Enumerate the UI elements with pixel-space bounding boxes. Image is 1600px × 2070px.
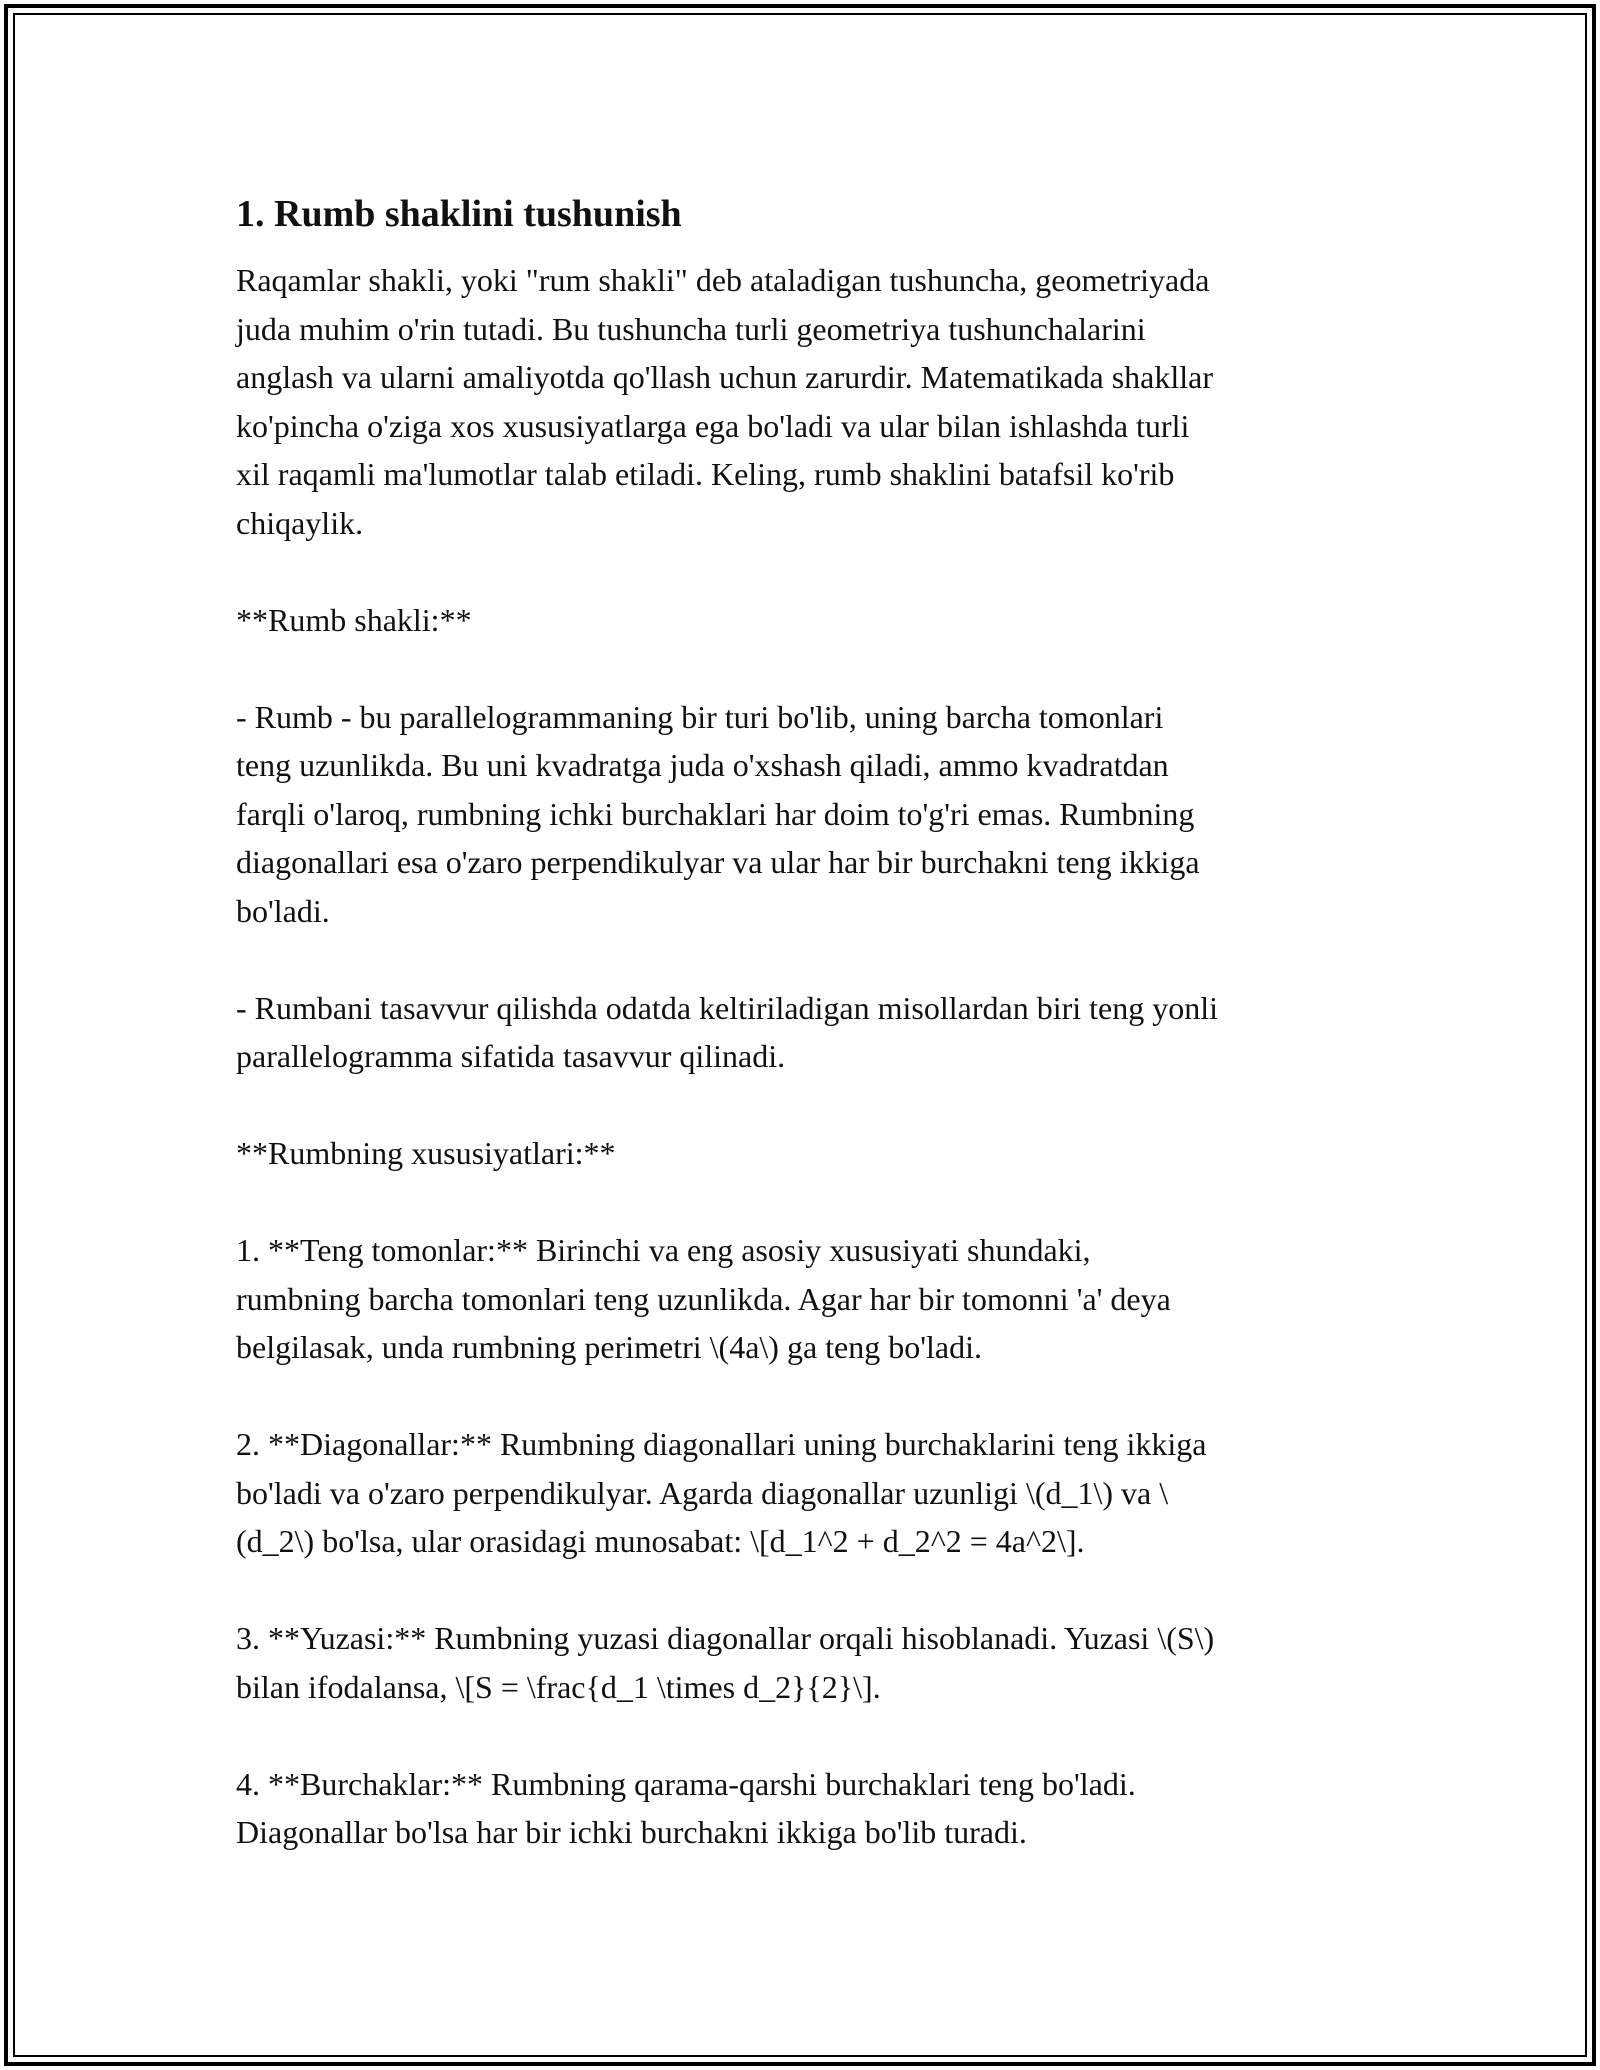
properties-subheading: **Rumbning xususiyatlari:** (236, 1135, 616, 1171)
section-heading: 1. Rumb shaklini tushunish (236, 193, 682, 235)
document-body (236, 188, 1366, 1857)
property-area: 3. **Yuzasi:** Rumbning yuzasi diagonallar orqali hisoblanadi. Yuzasi \(S\) bilan ifodalansa, \[S = \frac{d_1 \times d_2}{2}\]. (236, 1620, 1215, 1705)
property-diagonals: 2. **Diagonallar:** Rumbning diagonallari uning burchaklarini teng ikkiga bo'ladi va o'zaro perpendikulyar. Agarda diagonallar uzunligi \(d_1\) va \ (d_2\) bo'lsa, ular orasidagi munosabat: \[d_1^2 + d_2^2 = 4a^2\]. (236, 1426, 1207, 1559)
property-equal-sides: 1. **Teng tomonlar:** Birinchi va eng asosiy xususiyati shundaki, rumbning barcha tomonlari teng uzunlikda. Agar har bir tomonni 'a' deya belgilasak, unda rumbning perimetri \(4a\) ga teng bo'ladi. (236, 1232, 1171, 1365)
property-angles: 4. **Burchaklar:** Rumbning qarama-qarshi burchaklari teng bo'ladi. Diagonallar bo'lsa har bir ichki burchakni ikkiga bo'lib turadi. (236, 1765, 1136, 1850)
intro-paragraph: Raqamlar shakli, yoki "rum shakli" deb ataladigan tushuncha, geometriyada juda muhim o'rin tutadi. Bu tushuncha turli geometriya tushunchalarini anglash va ularni amaliyotda qo'llash uchun zarurdir. Matematikada shakllar ko'pincha o'ziga xos xususiyatlarga ega bo'ladi va ular bilan ishlashda turli xil raqamli ma'lumotlar talab etiladi. Keling, rumb shaklini batafsil ko'rib chiqaylik. (236, 262, 1213, 541)
rumb-shakli-subheading: **Rumb shakli:** (236, 601, 472, 638)
example-paragraph: - Rumbani tasavvur qilishda odatda keltiriladigan misollardan biri teng yonli parallelogramma sifatida tasavvur qilinadi. (236, 989, 1219, 1074)
definition-paragraph: - Rumb - bu parallelogrammaning bir turi bo'lib, uning barcha tomonlari teng uzunlikda. Bu uni kvadratga juda o'xshash qiladi, ammo kvadratdan farqli o'laroq, rumbning ichki burchaklari har doim to'g'ri emas. Rumbning diagonallari esa o'zaro perpendikulyar va ular har bir burchakni teng ikkiga bo'ladi. (236, 698, 1200, 929)
